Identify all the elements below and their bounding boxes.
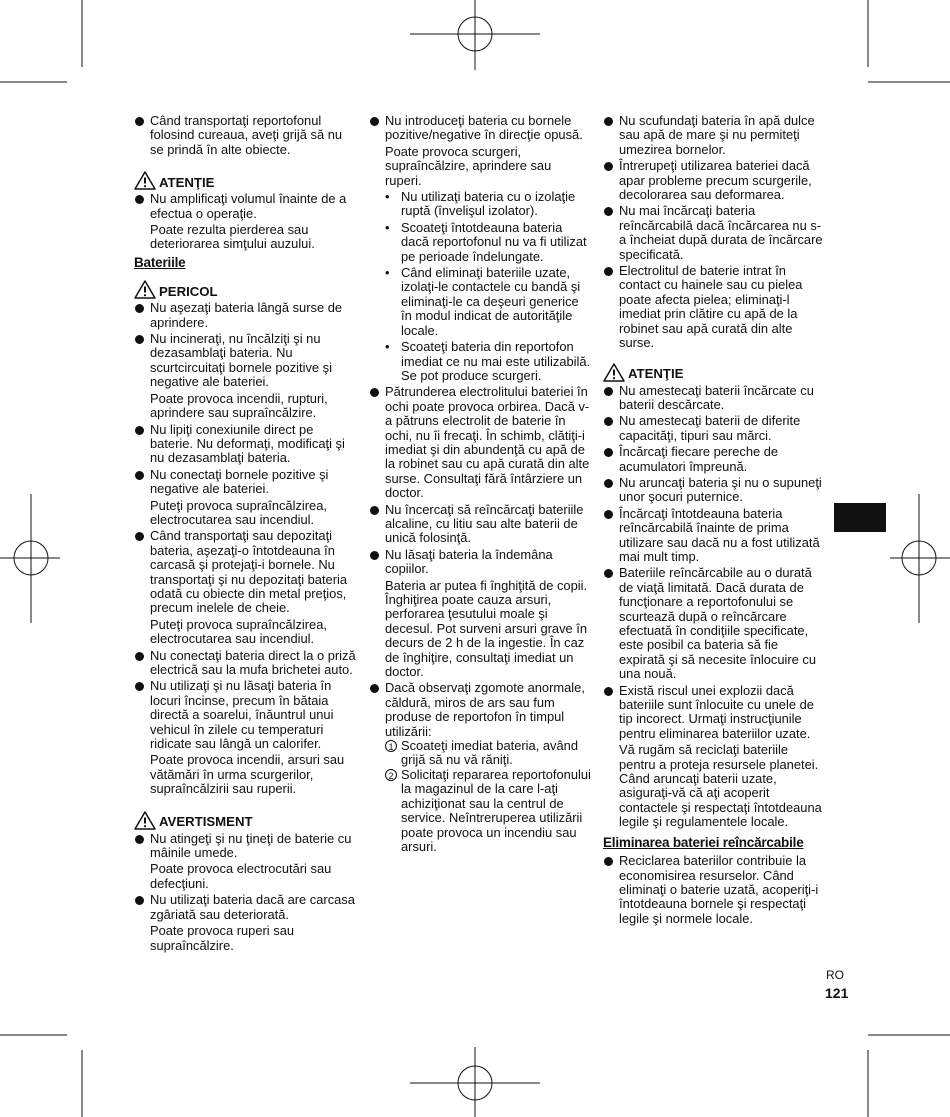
list-item: Există riscul unei explozii dacă bateriile sunt înlocuite cu unele de tip incorect. Urmaţi instrucţiunile pentru eliminarea bateriilor uzate. [603, 684, 826, 742]
caution-heading [134, 171, 356, 190]
caution-heading [603, 363, 826, 382]
sub-list-item: • Nu utilizaţi bateria cu o izolaţie ruptă (învelişul izolator). [369, 190, 591, 219]
warning-title: AVERTISMENT [159, 814, 253, 830]
list-item: Pătrunderea electrolitului bateriei în ochi poate provoca orbirea. Dacă v-a pătruns electrolit de baterie în ochi, nu îi frecaţi. În schimb, clătiţi-i imediat şi din abundenţă cu apă de la robinet sau cu apă curată din alte surse. Consultaţi fără întârziere un doctor. [369, 385, 591, 500]
danger-title: PERICOL [159, 283, 218, 299]
list-item: Întrerupeţi utilizarea bateriei dacă apar probleme precum scurgerile, decolorarea sau deformarea. [603, 159, 826, 202]
note: Poate provoca incendii, rupturi, aprindere sau supraîncălzire. [150, 390, 328, 421]
note: Vă rugăm să reciclaţi bateriile pentru a proteja resursele planetei. Când aruncaţi baterii uzate, asiguraţi-vă că aţi acoperit contactele şi respectaţi întotdeauna legile şi regulamentele locale. [619, 742, 822, 830]
caution-title: ATENŢIE [628, 366, 684, 382]
list-item: Nu mai încărcaţi bateria reîncărcabilă dacă încărcarea nu s-a încheiat după durata de încărcare specificată. [603, 204, 826, 262]
list-item: Nu lipiţi conexiunile direct pe baterie. Nu deformaţi, modificaţi şi nu dezasamblaţi bateria. [134, 423, 356, 466]
list-item: Nu incineraţi, nu încălziţi şi nu dezasamblaţi bateria. Nu scurtcircuitaţi bornele pozitive şi negative ale bateriei. [134, 332, 356, 390]
warning-triangle-icon [134, 811, 156, 830]
list-item: Nu încercaţi să reîncărcaţi bateriile alcaline, cu litiu sau alte baterii de unică folosinţă. [369, 503, 591, 546]
list-item: Nu amplificaţi volumul înainte de a efectua o operaţie. [134, 192, 356, 221]
list-item: Nu aşezaţi bateria lângă surse de aprindere. [134, 301, 356, 330]
language-code: RO [826, 968, 844, 982]
list-item: Electrolitul de baterie intrat în contact cu hainele sau cu pielea poate afecta pielea; eliminaţi-l imediat prin clătire cu apă de la robinet sau apă curată din alte surse. [603, 264, 826, 350]
note: Poate rezulta pierderea sau deteriorarea simţului auzului. [150, 222, 315, 252]
page-number: 121 [825, 985, 849, 1001]
step-text: Solicitaţi repararea reportofonului la magazinul de la care l-aţi achiziţionat sau la centrul de service. Neîntreruperea utilizării poate provoca un incendiu sau arsuri. [401, 766, 591, 854]
list-item: Încărcaţi fiecare pereche de acumulatori împreună. [603, 445, 826, 474]
note: Bateria ar putea fi înghiţită de copii. Înghiţirea poate cauza arsuri, perforarea ţesutului moale şi decesul. Pot surveni arsuri grave în decurs de 2 h de la ingestie. În caz de înghiţire, consultaţi imediat un doctor. [385, 577, 588, 680]
list-item: Nu conectaţi bateria direct la o priză electrică sau la mufa brichetei auto. [134, 649, 356, 678]
list-item: Nu amestecaţi baterii de diferite capacităţi, tipuri sau mărci. [603, 414, 826, 443]
list-item: Nu utilizaţi bateria dacă are carcasa zgâriată sau deteriorată. [134, 893, 356, 922]
note: Poate provoca electrocutări sau defecţiuni. [150, 861, 332, 891]
warning-triangle-icon [134, 171, 156, 190]
list-item: Nu lăsaţi bateria la îndemâna copiilor. [369, 548, 591, 577]
list-item: Nu scufundaţi bateria în apă dulce sau apă de mare şi nu permiteţi umezirea bornelor. [603, 114, 826, 157]
note: Poate provoca incendii, arsuri sau vătămări în urma scurgerilor, supraîncălzirii sau ruperii. [150, 752, 345, 797]
list-item: Nu atingeţi şi nu ţineţi de baterie cu mâinile umede. [134, 832, 356, 861]
note: Poate provoca ruperi sau supraîncălzire. [150, 923, 295, 953]
list-item: Nu utilizaţi şi nu lăsaţi bateria în locuri încinse, precum în bătaia directă a soarelui, înăuntrul unui vehicul în zilele cu temperaturi ridicate sau lângă un calorifer. [134, 679, 356, 751]
list-item: Reciclarea bateriilor contribuie la economisirea resurselor. Când eliminaţi o baterie uzată, acoperiţi-i întotdeauna bornele şi respectaţi legile şi normele locale. [603, 854, 826, 926]
step-number: 2 [385, 769, 397, 781]
list-item: Nu amestecaţi baterii încărcate cu baterii descărcate. [603, 384, 826, 413]
list-item: Dacă observaţi zgomote anormale, căldură, miros de ars sau fum produse de reportofon în timpul utilizării: [369, 681, 591, 739]
numbered-step [369, 739, 591, 768]
chapter-tab [834, 503, 886, 532]
danger-heading [134, 280, 356, 299]
list-item: Când transportaţi sau depozitaţi bateria, aşezaţi-o întotdeauna în carcasă şi protejaţi-i bornele. Nu transportaţi şi nu depozitaţi bateria odată cu obiecte din metal preţios, precum inelele de cheie. [134, 529, 356, 615]
note: Puteţi provoca supraîncălzirea, electrocutarea sau incendiul. [150, 497, 327, 527]
list-item: Nu introduceţi bateria cu bornele pozitive/negative în direcţie opusă. [369, 114, 591, 143]
caution-title: ATENŢIE [159, 174, 215, 190]
section-title: Eliminarea bateriei reîncărcabile [603, 834, 804, 850]
list-item: Nu conectaţi bornele pozitive şi negative ale bateriei. [134, 468, 356, 497]
list-item: Bateriile reîncărcabile au o durată de viaţă limitată. Dacă durata de funcţionare a reportofonului se scurtează după o reîncărcare efectuată în condiţiile specificate, este posibil ca bateria să fie expirată şi să necesite înlocuire cu una nouă. [603, 566, 826, 681]
sub-list-item: • Scoateţi bateria din reportofon imediat ce nu mai este utilizabilă. Se pot produce scurgeri. [369, 340, 591, 383]
note: Puteţi provoca supraîncălzirea, electrocutarea sau incendiul. [150, 616, 327, 647]
section-title: Bateriile [134, 254, 186, 270]
list-item: Nu aruncaţi bateria şi nu o supuneţi unor şocuri puternice. [603, 476, 826, 505]
list-item: Când transportaţi reportofonul folosind cureaua, aveţi grijă să nu se prindă în alte obiecte. [134, 114, 356, 157]
step-text: Scoateţi imediat bateria, având grijă să nu vă răniţi. [401, 738, 578, 768]
sub-list-item: • Scoateţi întotdeauna bateria dacă reportofonul nu va fi utilizat pe perioade îndelungate. [369, 221, 591, 264]
warning-triangle-icon [603, 363, 625, 382]
list-item: Încărcaţi întotdeauna bateria reîncărcabilă înainte de prima utilizare sau dacă nu a fost utilizată mai mult timp. [603, 507, 826, 565]
note: Poate provoca scurgeri, supraîncălzire, aprindere sau ruperi. [385, 143, 552, 188]
column-left [134, 114, 356, 953]
step-number: 1 [385, 740, 397, 752]
column-right [603, 114, 826, 926]
sub-list-item: • Când eliminaţi bateriile uzate, izolaţi-le contactele cu bandă şi eliminaţi-le ca deşeuri generice în modul indicat de autorităţile locale. [369, 266, 591, 338]
column-middle [369, 114, 591, 854]
warning-triangle-icon [134, 280, 156, 299]
numbered-step [369, 768, 591, 854]
warning-heading [134, 811, 356, 830]
